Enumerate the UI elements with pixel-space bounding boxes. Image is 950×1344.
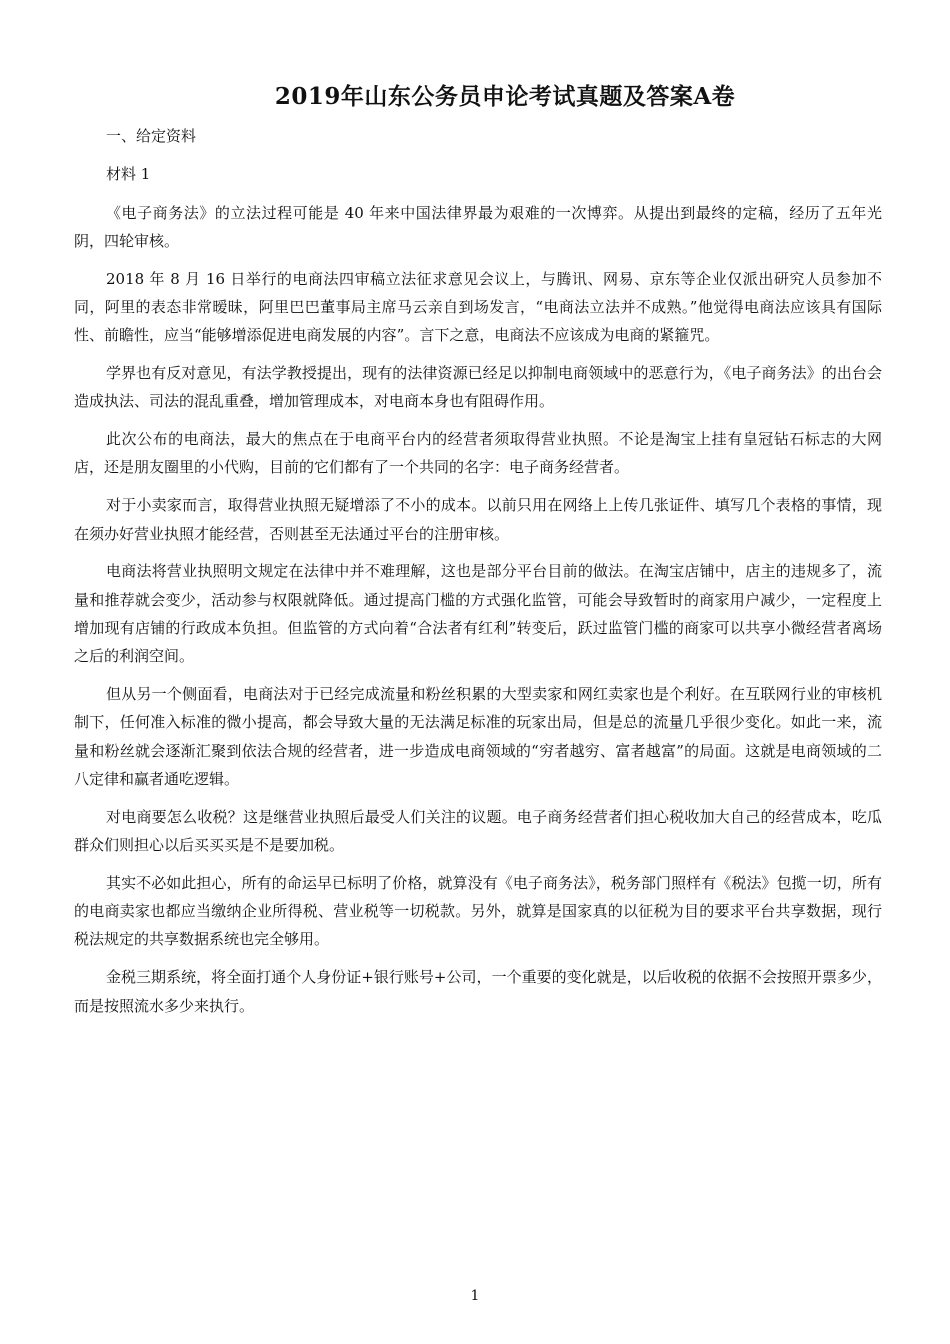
section-heading: 一、给定资料 (106, 127, 197, 145)
paragraph: 电商法将营业执照明文规定在法律中并不难理解，这也是部分平台目前的做法。在淘宝店铺中，店主的违规多了，流量和推荐就会变少，活动参与权限就降低。通过提高门槛的方式强化监管，可能会导致暂时的商家用户减少，一定程度上增加现有店铺的行政成本负担。但监管的方式向着“合法者有红利”转变后，跃过监管门槛的商家可以共享小微经营者离场之后的利润空间。 (74, 562, 882, 666)
paragraph: 对电商要怎么收税？这是继营业执照后最受人们关注的议题。电子商务经营者们担心税收加大自己的经营成本，吃瓜群众们则担心以后买买买是不是要加税。 (74, 807, 882, 855)
paragraph: 学界也有反对意见，有法学教授提出，现有的法律资源已经足以抑制电商领域中的恶意行为，《电子商务法》的出台会造成执法、司法的混乱重叠，增加管理成本，对电商本身也有阻碍作用。 (74, 364, 882, 411)
paragraph: 其实不必如此担心，所有的命运早已标明了价格，就算没有《电子商务法》，税务部门照样有《税法》包揽一切，所有的电商卖家也都应当缴纳企业所得税、营业税等一切税款。另外，就算是国家真的以征税为目的要求平台共享数据，现行税法规定的共享数据系统也完全够用。 (74, 873, 882, 949)
paragraph: 金税三期系统，将全面打通个人身份证+银行账号+公司，一个重要的变化就是，以后收税的依据不会按照开票多少，而是按照流水多少来执行。 (74, 968, 882, 1015)
paragraph: 但从另一个侧面看，电商法对于已经完成流量和粉丝积累的大型卖家和网红卖家也是个利好。在互联网行业的审核机制下，任何准入标准的微小提高，都会导致大量的无法满足标准的玩家出局，但是总的流量几乎很少变化。如此一来，流量和粉丝就会逐渐汇聚到依法合规的经营者，进一步造成电商领域的“穷者越穷、富者越富”的局面。这就是电商领域的二八定律和赢者通吃逻辑。 (74, 685, 882, 788)
paragraph: 此次公布的电商法，最大的焦点在于电商平台内的经营者须取得营业执照。不论是淘宝上挂有皇冠钻石标志的大网店，还是朋友圈里的小代购，目前的它们都有了一个共同的名字：电子商务经营者。 (74, 430, 882, 477)
document-title: 2019年山东公务员申论考试真题及答案A卷 (274, 83, 736, 110)
document-body (74, 122, 882, 1029)
paragraph: 《电子商务法》的立法过程可能是 40 年来中国法律界最为艰难的一次博弈。从提出到最终的定稿，经历了五年光阴，四轮审核。 (74, 203, 882, 250)
material-label: 材料 1 (106, 165, 151, 184)
paragraph: 2018 年 8 月 16 日举行的电商法四审稿立法征求意见会议上，与腾讯、网易、京东等企业仅派出研究人员参加不同，阿里的表态非常暧昧，阿里巴巴董事局主席马云亲自到场发言，“电商法立法并不成熟。”他觉得电商法应该具有国际性、前瞻性，应当“能够增添促进电商发展的内容”。言下之意，电商法不应该成为电商的紧箍咒。 (74, 269, 882, 345)
page-number: 1 (470, 1288, 480, 1304)
paragraph: 对于小卖家而言，取得营业执照无疑增添了不小的成本。以前只用在网络上上传几张证件、填写几个表格的事情，现在须办好营业执照才能经营，否则甚至无法通过平台的注册审核。 (74, 496, 882, 543)
